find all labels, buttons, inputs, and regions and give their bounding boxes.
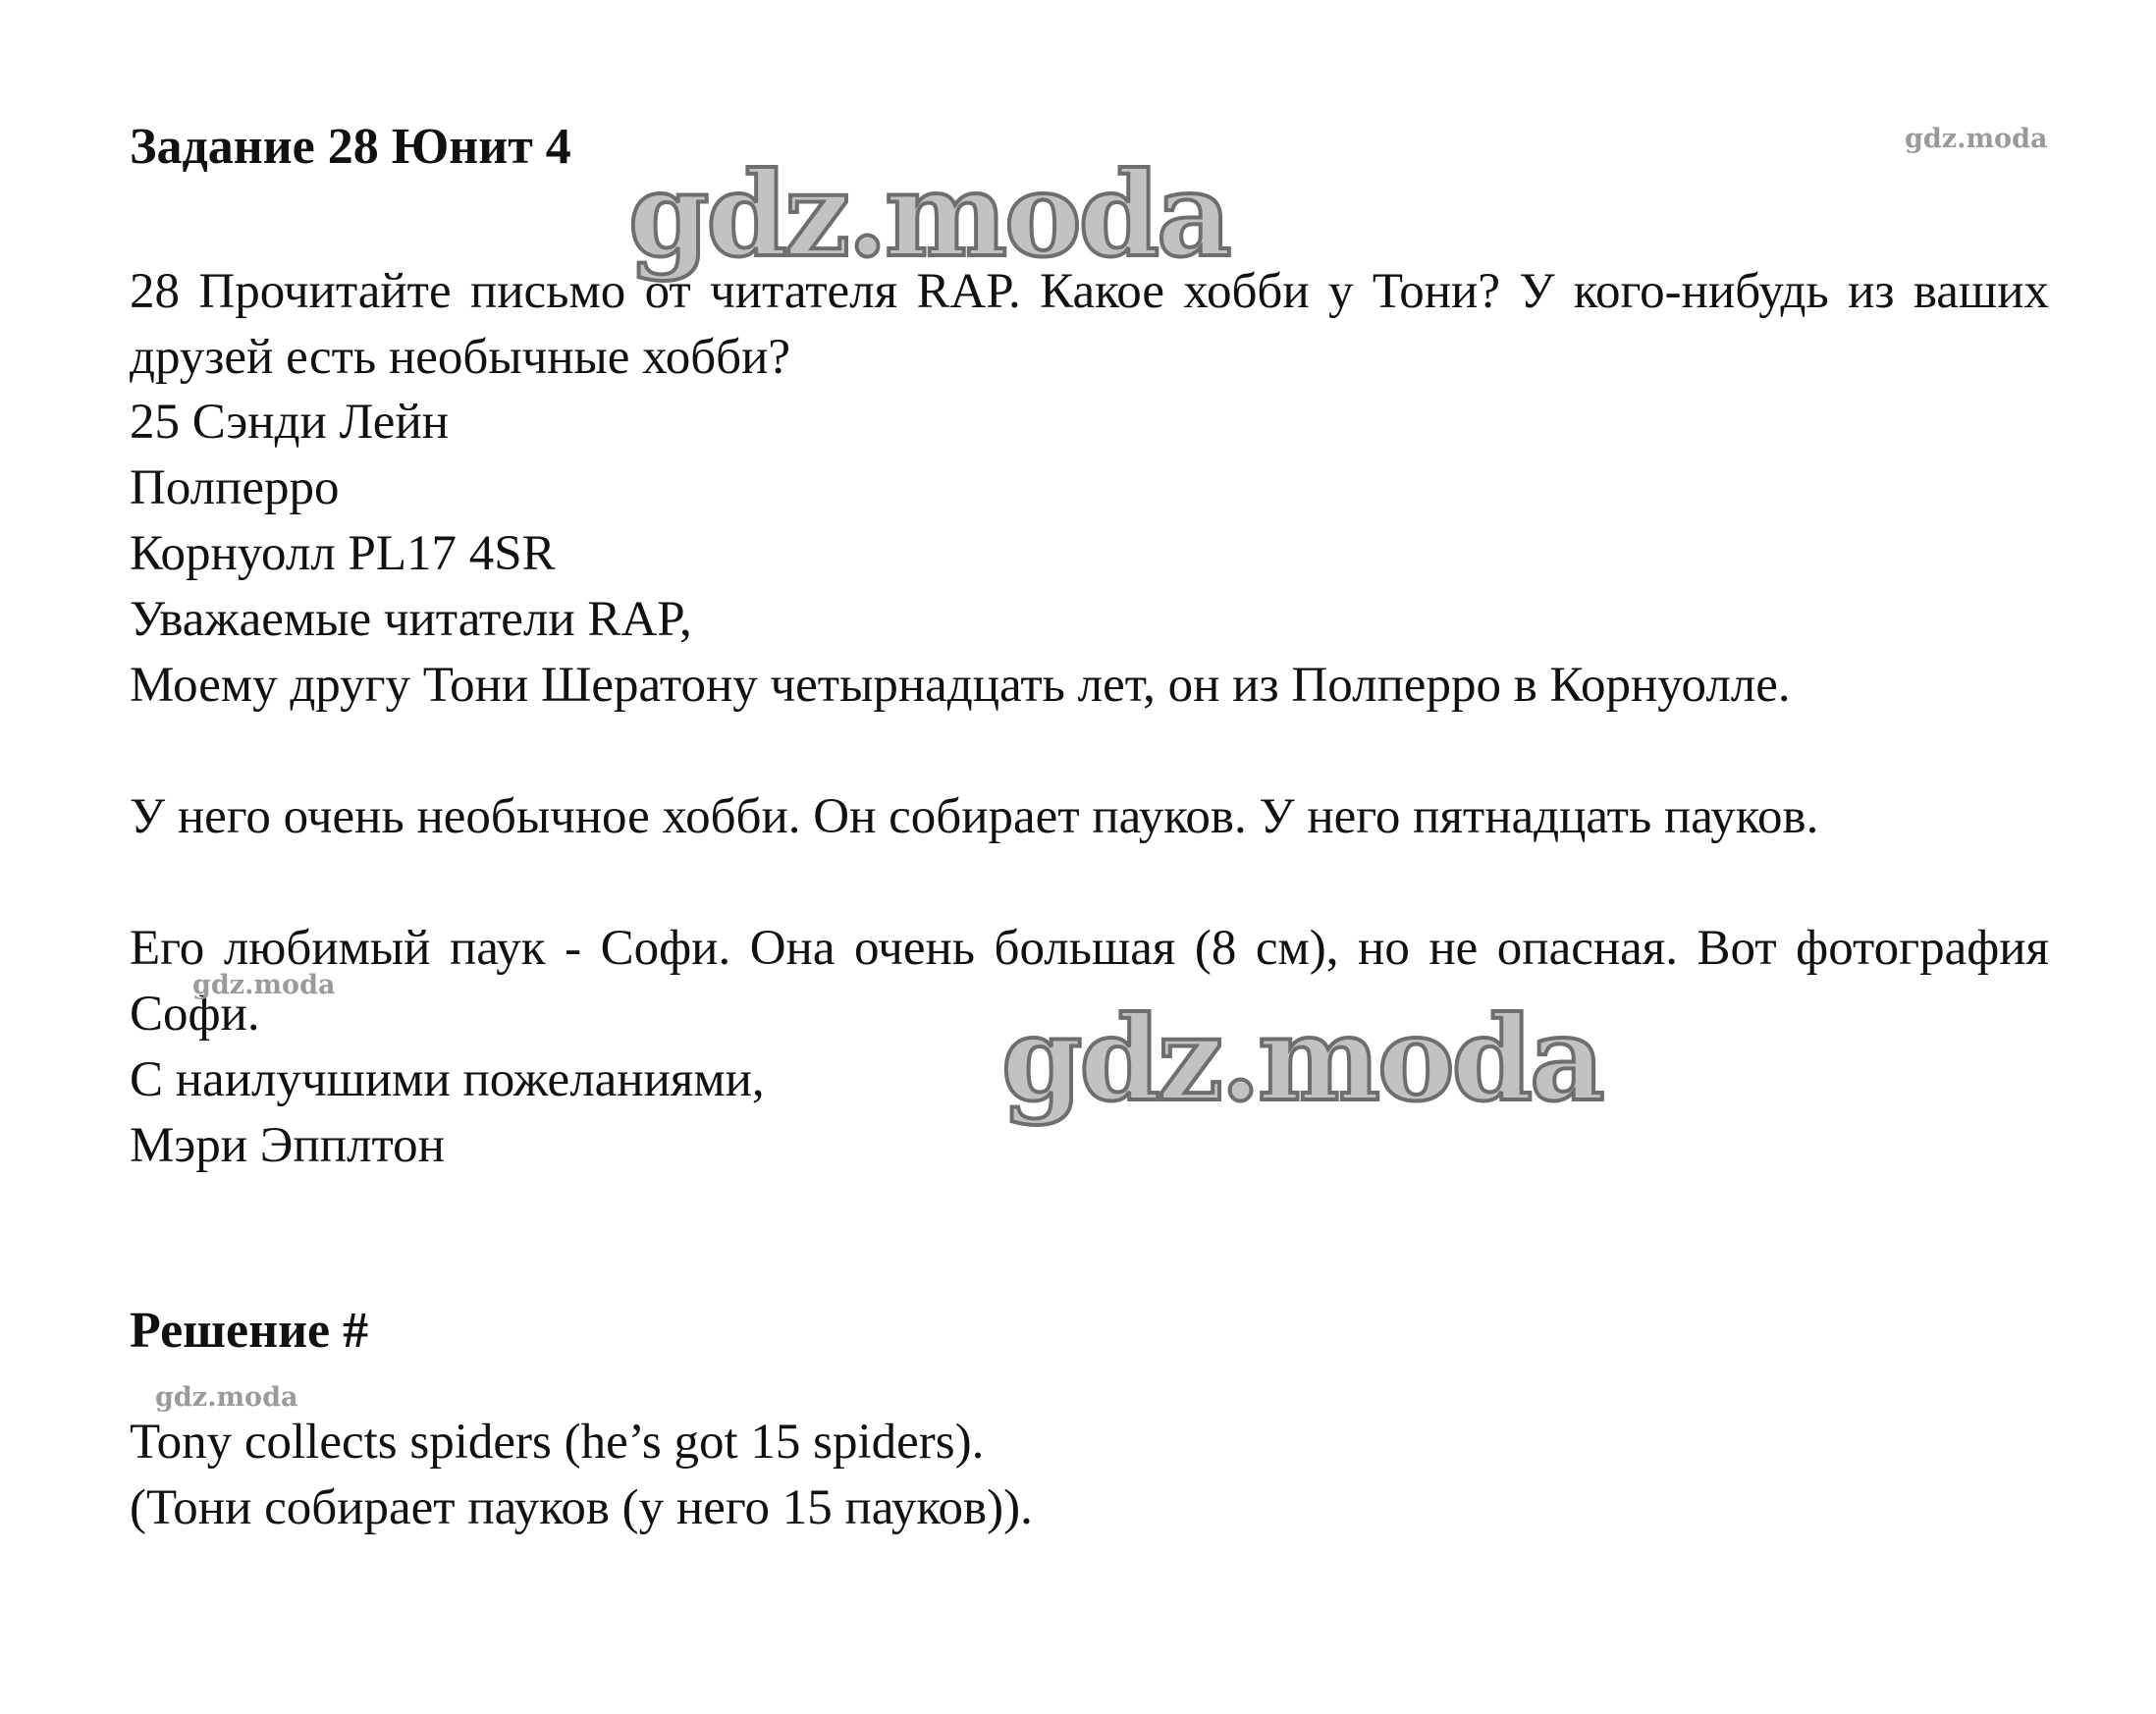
solution-answer-en: Tony collects spiders (he’s got 15 spiders). — [130, 1415, 985, 1470]
watermark-small-bottom: gdz.moda — [155, 1382, 298, 1413]
solution-answer-ru: (Тони собирает пауков (у него 15 пауков)). — [130, 1480, 1033, 1535]
solution-title: Решение # — [130, 1303, 369, 1359]
letter-closing: С наилучшими пожеланиями, — [130, 1052, 765, 1107]
letter-signature: Мэри Эпплтон — [130, 1118, 445, 1173]
watermark-large-top: gdz.moda — [628, 146, 1229, 283]
watermark-small-top-right: gdz.moda — [1905, 124, 2048, 154]
address-line-3: Корнуолл PL17 4SR — [130, 526, 556, 581]
task-instruction: 28 Прочитайте письмо от читателя RAP. Какое хобби у Тони? У кого-нибудь из ваших друзей есть необычные хобби? — [130, 264, 2049, 385]
letter-greeting: Уважаемые читатели RAP, — [130, 592, 692, 647]
address-line-2: Полперро — [130, 460, 340, 515]
letter-paragraph-2: У него очень необычное хобби. Он собирает пауков. У него пятнадцать пауков. — [130, 789, 1819, 844]
letter-paragraph-3: Его любимый паук - Софи. Она очень большая (8 см), но не опасная. Вот фотография Софи. — [130, 921, 2049, 1042]
watermark-large-middle: gdz.moda — [1001, 991, 1602, 1127]
letter-paragraph-1: Моему другу Тони Шератону четырнадцать лет, он из Полперро в Корнуолле. — [130, 658, 1791, 713]
watermark-small-middle: gdz.moda — [192, 970, 336, 1000]
task-title: Задание 28 Юнит 4 — [130, 119, 571, 175]
address-line-1: 25 Сэнди Лейн — [130, 395, 450, 450]
